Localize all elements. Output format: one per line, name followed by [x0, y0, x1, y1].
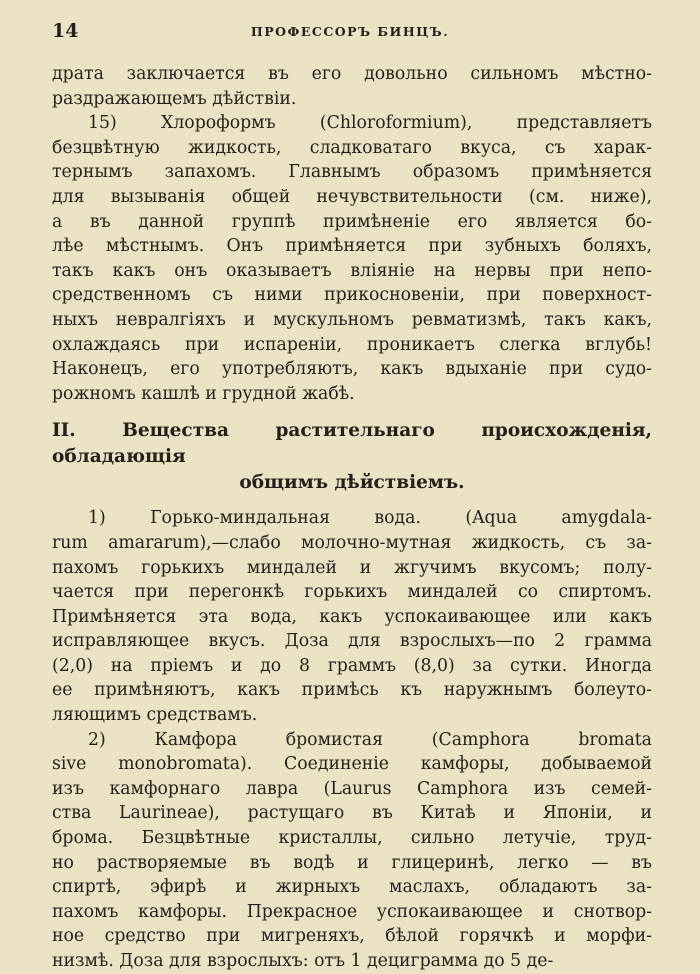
text-line: безцвѣтную жидкость, сладковатаго вкуса, съ харак- — [52, 137, 652, 158]
text-line: раздражающемъ дѣйствіи. — [52, 88, 297, 109]
text-line: брома. Безцвѣтные кристаллы, сильно летучіе, труд- — [52, 828, 652, 849]
text-line: лѣе мѣстнымъ. Онъ примѣняется при зубныхъ боляхъ, — [52, 236, 652, 257]
text-line: ныхъ невралгіяхъ и мускульномъ ревматизмѣ, такъ какъ, — [52, 309, 652, 330]
text-line: Наконецъ, его употребляютъ, какъ вдыханіе при судо- — [52, 359, 652, 380]
text-line: низмѣ. Доза для взрослыхъ: отъ 1 дециграмма до 5 де- — [52, 951, 554, 971]
text-line: пахомъ горькихъ миндалей и жгучимъ вкусомъ; полу- — [52, 557, 652, 578]
section-heading-line: II. Вещества растительнаго происхожденія, обладающія — [52, 420, 652, 468]
page-number: 14 — [52, 20, 79, 42]
text-line: ное средство при мигреняхъ, бѣлой горячкѣ и морфи- — [52, 926, 652, 947]
text-line: средственномъ съ ними прикосновеніи, при поверхност- — [52, 285, 652, 306]
text-line: rum amararum),—слабо молочно-мутная жидкость, съ за- — [52, 532, 652, 553]
section-heading-line: общимъ дѣйствіемъ. — [239, 472, 465, 494]
text-line: 1) Горько-миндальная вода. (Aqua amygdala- — [88, 508, 652, 529]
text-line: 2) Камфора бромистая (Camphora bromata — [88, 729, 652, 750]
text-line: Примѣняется эта вода, какъ успокаивающее или какъ — [52, 606, 652, 627]
text-line: (2,0) на пріемъ и до 8 граммъ (8,0) за сутки. Иногда — [52, 655, 652, 676]
text-line: но растворяемые въ водѣ и глицеринѣ, легко — въ — [52, 852, 652, 873]
text-line: чается при перегонкѣ горькихъ миндалей со спиртомъ. — [52, 582, 652, 603]
text-line: исправляющее вкусъ. Доза для взрослыхъ—по 2 грамма — [52, 631, 652, 652]
section-heading — [52, 418, 652, 496]
text-line: а въ данной группѣ примѣненіе его является бо- — [52, 211, 652, 232]
running-head: ПРОФЕССОРЪ БИНЦЪ. — [250, 24, 450, 39]
text-line: пахомъ камфоры. Прекрасное успокаивающее и снотвор- — [52, 901, 652, 922]
text-line: изъ камфорнаго лавра (Laurus Camphora изъ семей- — [52, 778, 652, 799]
text-line: ства Laurineae), растущаго въ Китаѣ и Японіи, и — [52, 803, 652, 824]
page-header — [52, 20, 648, 50]
text-line: ляющимъ средствамъ. — [52, 705, 258, 726]
text-line: охлаждаясь при испареніи, проникаетъ слегка вглубь! — [52, 334, 652, 355]
text-line: тернымъ запахомъ. Главнымъ образомъ примѣняется — [52, 162, 652, 183]
bottom-paragraphs — [52, 506, 652, 973]
text-line: для вызыванія общей нечувствительности (см. ниже), — [52, 186, 652, 207]
text-line: такъ какъ онъ оказываетъ вліяніе на нервы при непо- — [52, 260, 652, 281]
text-line: ее примѣняютъ, какъ примѣсь къ наружнымъ болеуто- — [52, 680, 652, 701]
text-line: рожномъ кашлѣ и грудной жабѣ. — [52, 383, 355, 404]
top-paragraphs — [52, 62, 652, 406]
text-line: 15) Хлороформъ (Chloroformium), представляетъ — [88, 113, 652, 134]
text-line: sive monobromata). Соединеніе камфоры, добываемой — [52, 754, 652, 775]
text-line: спиртѣ, эфирѣ и жирныхъ маслахъ, обладаютъ за- — [52, 877, 652, 898]
text-line: драта заключается въ его довольно сильномъ мѣстно- — [52, 64, 652, 84]
body-text — [52, 62, 652, 974]
